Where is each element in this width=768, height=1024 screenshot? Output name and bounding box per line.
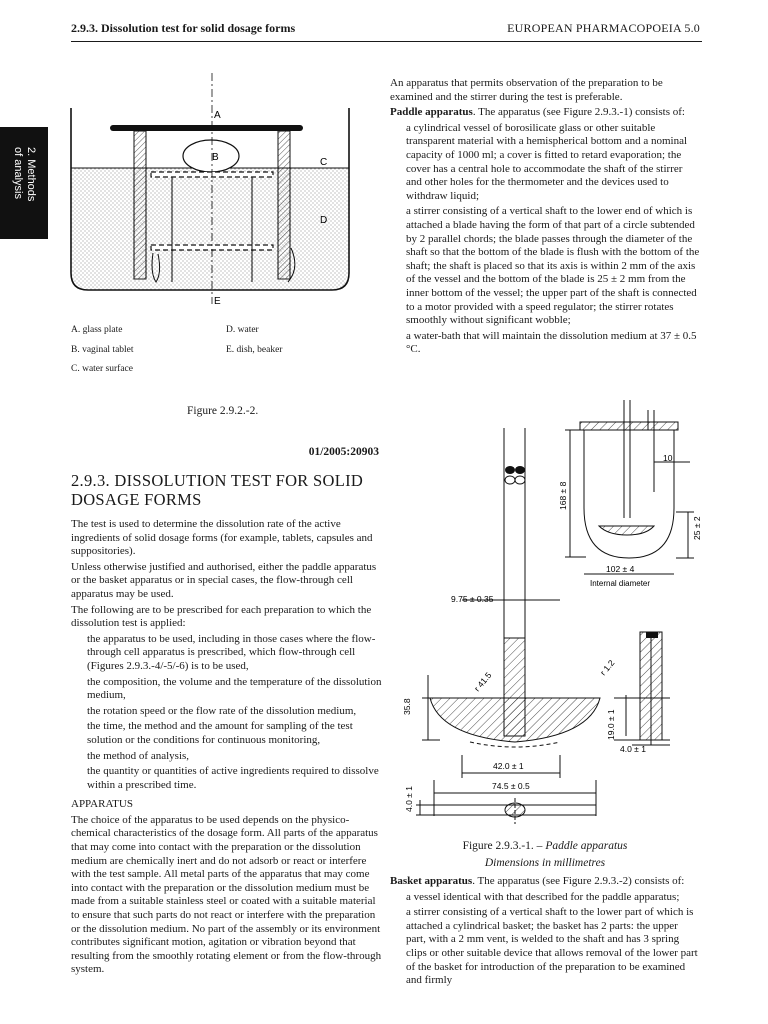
- dim-168: 168 ± 8: [558, 481, 568, 510]
- list-item: the apparatus to be used, including in those cases where the flow-through cell apparatus is prescribed, which flow-through cell (Figures 2.9.3.-4/-5/-6) is to be used,: [87, 632, 376, 672]
- basket-apparatus-label: Basket apparatus: [390, 875, 473, 887]
- header-rule: [71, 41, 702, 42]
- label-c: C: [320, 157, 328, 168]
- legend-item: D. water: [226, 325, 259, 335]
- support-right: [278, 131, 290, 279]
- paddle-blade: [430, 698, 600, 742]
- paddle-intro: Paddle apparatus. The apparatus (see Figure 2.9.3.-1) consists of:: [390, 106, 685, 119]
- list-item: the method of analysis,: [87, 749, 190, 762]
- dim-internal-diameter: Internal diameter: [590, 579, 651, 588]
- vaginal-tablet-figure: [66, 68, 356, 308]
- dim-25: 25 ± 2: [692, 516, 702, 540]
- water-region: [71, 168, 349, 290]
- list-item: a stirrer consisting of a vertical shaft to the lower end of which is attached a blade having the form of that part of a circle subtended by 2 parallel chords; the blade passes through the diameter of the shaft so that the bottom of the blade is flush with the bottom of the shaft; the shaft is placed so that its axis is within 2 mm of the axis of the vessel and the bottom of the blade is 25 ± 2 mm from the inner bottom of the vessel; the upper part of the shaft is connected to a motor provided with a speed regulator; the stirrer rotates smoothly without significant wobble;: [406, 205, 700, 327]
- monograph-code: 01/2005:20903: [308, 446, 379, 458]
- dim-420: 42.0 ± 1: [493, 761, 524, 771]
- basket-intro: Basket apparatus. The apparatus (see Figure 2.9.3.-2) consists of:: [390, 875, 685, 887]
- paddle-apparatus-figure: [400, 400, 710, 832]
- label-e: E: [214, 296, 221, 307]
- list-item: the composition, the volume and the temperature of the dissolution medium,: [87, 675, 382, 702]
- list-item: a stirrer consisting of a vertical shaft to the lower part of which is attached a cylindrical basket; the basket has 2 parts: the upper part, with a 2 mm vent, is welded to the shaft and has 3 spring clips or other suitable device that allows removal of the lower part of the basket for introduction of the preparation to be examined and firmly: [406, 906, 698, 987]
- figure1-caption: Figure 2.9.2.-2.: [187, 405, 259, 417]
- left-column: [71, 518, 383, 979]
- side-tab-line2: of analysis: [12, 147, 24, 199]
- dim-10: 10: [663, 453, 673, 463]
- dim-40-plan: 4.0 ± 1: [404, 786, 414, 812]
- list-item: the rotation speed or the flow rate of the dissolution medium,: [87, 704, 357, 717]
- vaginal-tablet: [183, 140, 239, 172]
- dim-r12: r 1.2: [597, 657, 617, 678]
- running-header-title: 2.9.3. Dissolution test for solid dosage forms: [71, 21, 296, 35]
- apparatus-choice-paragraph: Unless otherwise justified and authorised, either the paddle apparatus or the basket apparatus or in special cases, the flow-through cell apparatus may be used.: [71, 560, 377, 600]
- legend-item: A. glass plate: [71, 325, 123, 335]
- label-a: A: [214, 110, 221, 121]
- vessel-cover: [580, 422, 678, 430]
- glass-plate: [110, 125, 303, 131]
- dim-40-side: 4.0 ± 1: [620, 744, 646, 754]
- dim-r415: r 41.5: [471, 670, 494, 694]
- list-item: the quantity or quantities of active ingredients required to dissolve within a prescribed time.: [87, 765, 379, 791]
- list-item: a vessel identical with that described for the paddle apparatus;: [406, 890, 680, 903]
- section-title: 2.9.3. DISSOLUTION TEST FOR SOLID DOSAGE FORMS: [71, 471, 364, 509]
- small-paddle-blade: [599, 526, 654, 535]
- list-item: the time, the method and the amount for sampling of the test solution or the conditions for continuous monitoring,: [87, 720, 353, 746]
- apparatus-heading: APPARATUS: [71, 798, 133, 811]
- label-d: D: [320, 215, 328, 226]
- vessel-outline: [584, 430, 674, 558]
- list-item: a cylindrical vessel of borosilicate glass or other suitable transparent material with a hemispherical bottom and a nominal capacity of 1000 ml; a cover is fitted to retard evaporation; the cover has a central hole to accommodate the shaft of the stirrer and other holes for the thermometer and the devices used to withdraw liquid;: [406, 121, 688, 202]
- label-b: B: [212, 152, 219, 163]
- observation-paragraph: An apparatus that permits observation of the preparation to be examined and the stirrer during the test is preferable.: [390, 77, 663, 103]
- right-column-bottom: [390, 875, 700, 990]
- legend-item: B. vaginal tablet: [71, 345, 134, 355]
- paddle-apparatus-label: Paddle apparatus: [390, 106, 473, 119]
- right-column-top: [390, 77, 700, 359]
- dim-358: 35.8: [402, 698, 412, 715]
- apparatus-paragraph: The choice of the apparatus to be used depends on the physico-chemical characteristics of the dosage form. All parts of the apparatus that may come into contact with the preparation or the dissolution medium are chemically inert and do not adsorb or react or interfere with the test sample. All metal parts of the apparatus that may come into contact with the preparation or the dissolution medium must be made from a suitable stainless steel or coated with a suitable material to ensure that such parts do not react or interfere with the preparation or the dissolution medium. No part of the assembly or its environment contributes significant motion, agitation or vibration beyond that resulting from the smoothly rotating element or from the flow-through system.: [71, 813, 382, 976]
- dim-745: 74.5 ± 0.5: [492, 781, 530, 791]
- legend-item: C. water surface: [71, 364, 133, 374]
- legend-item: E. dish, beaker: [226, 345, 283, 355]
- intro-paragraph: The test is used to determine the dissolution rate of the active ingredients of solid dosage forms (for example, tablets, capsules and suppositories).: [71, 518, 373, 558]
- figure2-caption: Figure 2.9.3.-1. – Paddle apparatus Dimensions in millimetres: [462, 840, 628, 869]
- dim-975: 9.75 ± 0.35: [451, 594, 494, 604]
- side-tab-line1: 2. Methods: [25, 147, 37, 202]
- dim-102: 102 ± 4: [606, 564, 635, 574]
- list-item: a water-bath that will maintain the dissolution medium at 37 ± 0.5 °C.: [406, 329, 697, 356]
- chapter-side-tab: [0, 127, 48, 239]
- figure2-caption-units: Dimensions in millimetres: [484, 857, 606, 869]
- support-left: [134, 131, 146, 279]
- dim-190: 19.0 ± 1: [606, 709, 616, 740]
- prescription-paragraph: The following are to be prescribed for each preparation to which the dissolution test is applied:: [71, 603, 372, 630]
- running-header-publication: EUROPEAN PHARMACOPOEIA 5.0: [507, 21, 700, 35]
